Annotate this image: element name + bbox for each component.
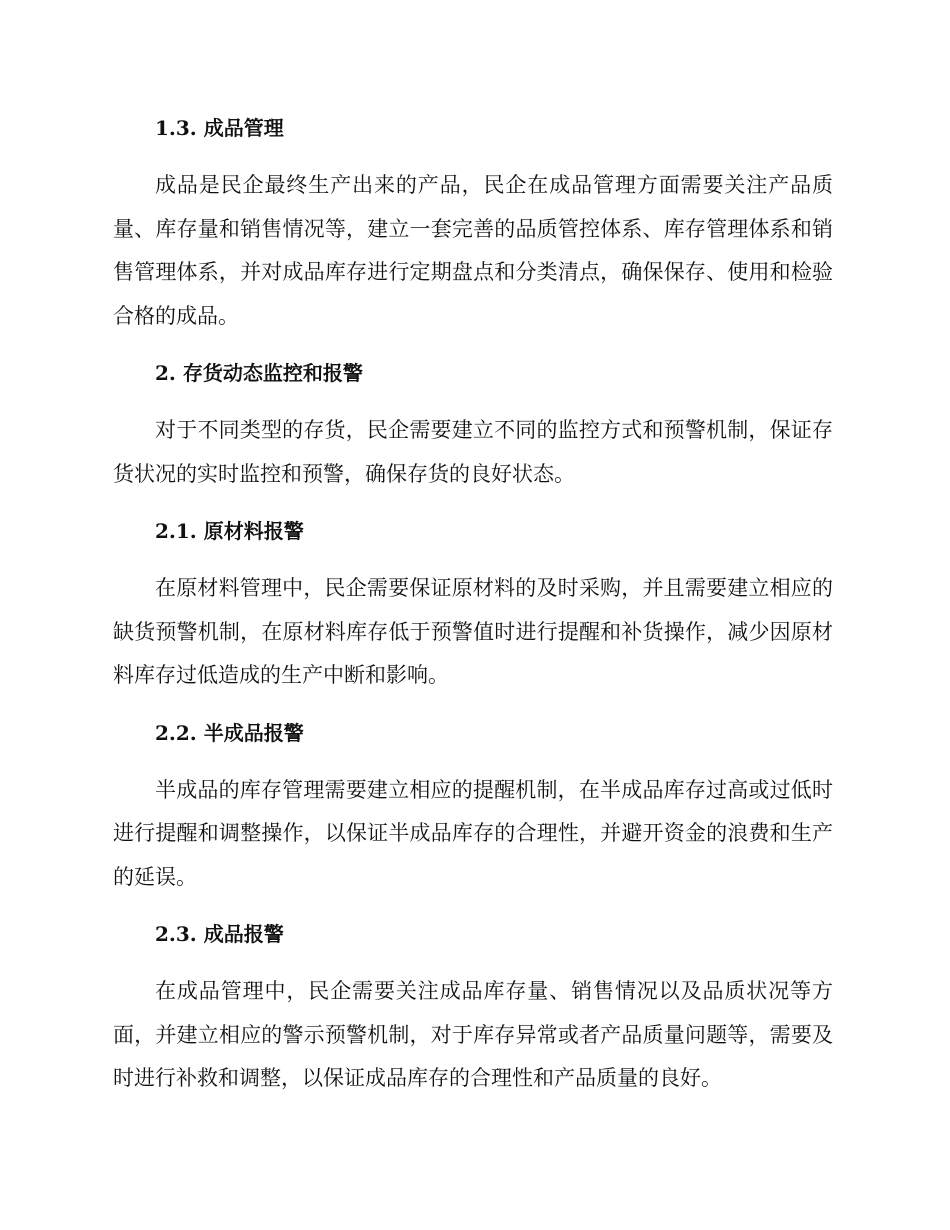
- document-body: [113, 108, 833, 1101]
- section-paragraph-2-1: 在原材料管理中，民企需要保证原材料的及时采购，并且需要建立相应的缺货预警机制，在原材料库存低于预警值时进行提醒和补货操作，减少因原材料库存过低造成的生产中断和影响。: [113, 576, 833, 687]
- section-paragraph-2-3: 在成品管理中，民企需要关注成品库存量、销售情况以及品质状况等方面，并建立相应的警示预警机制，对于库存异常或者产品质量问题等，需要及时进行补救和调整，以保证成品库存的合理性和产品质量的良好。: [113, 979, 833, 1090]
- section-heading-2-1: 2.1. 原材料报警: [155, 519, 304, 543]
- section-paragraph-2-2: 半成品的库存管理需要建立相应的提醒机制，在半成品库存过高或过低时进行提醒和调整操作，以保证半成品库存的合理性，并避开资金的浪费和生产的延误。: [113, 777, 833, 889]
- section-heading-2-2: 2.2. 半成品报警: [155, 720, 304, 745]
- section-paragraph-1-3: 成品是民企最终生产出来的产品，民企在成品管理方面需要关注产品质量、库存量和销售情况等，建立一套完善的品质管控体系、库存管理体系和销售管理体系，并对成品库存进行定期盘点和分类清点，确保保存、使用和检验合格的成品。: [113, 173, 833, 328]
- section-heading-1-3: 1.3. 成品管理: [155, 116, 284, 140]
- section-paragraph-2: 对于不同类型的存货，民企需要建立不同的监控方式和预警机制，保证存货状况的实时监控和预警，确保存货的良好状态。: [113, 418, 833, 486]
- section-heading-2-3: 2.3. 成品报警: [155, 922, 284, 946]
- section-heading-2: 2. 存货动态监控和报警: [155, 361, 363, 385]
